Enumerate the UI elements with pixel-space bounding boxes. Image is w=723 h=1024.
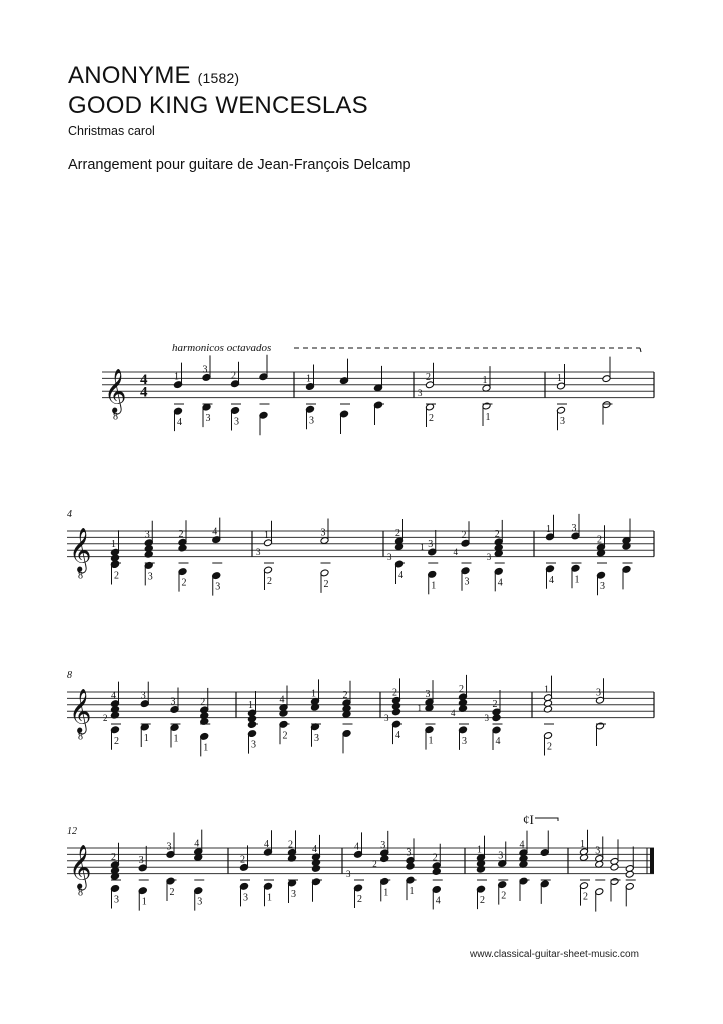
fingering-number: 3 bbox=[346, 869, 351, 880]
fingering-number: 2 bbox=[583, 891, 588, 903]
measure-9 bbox=[247, 679, 352, 753]
fingering-number: 2 bbox=[429, 413, 434, 425]
staff-system-4 bbox=[67, 812, 654, 912]
fingering-number: 2 bbox=[426, 371, 431, 383]
fingering-number: 3 bbox=[498, 850, 504, 862]
composer-year: (1582) bbox=[197, 70, 240, 86]
fingering-number: 3 bbox=[425, 689, 431, 701]
fingering-number: 2 bbox=[114, 570, 119, 582]
fingering-number: 3 bbox=[428, 538, 434, 550]
fingering-number: 2 bbox=[342, 689, 348, 701]
fingering-number: 1 bbox=[143, 733, 149, 745]
note-head bbox=[279, 709, 288, 717]
measure-2 bbox=[305, 359, 384, 434]
fingering-number: 2 bbox=[492, 698, 498, 710]
fingering-number: 3 bbox=[291, 888, 296, 900]
fingering-number: 2 bbox=[597, 534, 602, 546]
fingering-number: 3 bbox=[380, 839, 386, 851]
fingering-number: 3 bbox=[600, 581, 605, 593]
fingering-number: 1 bbox=[546, 523, 551, 535]
fingering-number: 3 bbox=[144, 529, 150, 541]
fingering-number: 3 bbox=[418, 388, 423, 399]
arranger-credit: Arrangement pour guitare de Jean-François Delcamp bbox=[68, 157, 411, 173]
fingering-number: 2 bbox=[480, 895, 485, 907]
time-signature-bottom: 4 bbox=[140, 384, 148, 401]
fingering-number: 2 bbox=[432, 852, 438, 864]
note-head bbox=[380, 855, 389, 863]
measure-7 bbox=[545, 514, 632, 595]
fingering-number: 4 bbox=[398, 570, 403, 582]
fingering-number: 2 bbox=[357, 893, 362, 905]
fingering-number: 1 bbox=[174, 371, 179, 383]
fingering-number: 3 bbox=[251, 739, 256, 751]
fingering-number: 1 bbox=[428, 735, 434, 747]
fingering-number: 3 bbox=[215, 581, 221, 593]
octave-8-marker: 8 bbox=[78, 570, 83, 582]
fingering-number: 2 bbox=[231, 370, 236, 382]
fingering-number: 2 bbox=[200, 696, 206, 708]
fingering-number: 3 bbox=[560, 416, 565, 428]
fingering-number: 2 bbox=[494, 528, 500, 540]
fingering-number: 3 bbox=[320, 527, 326, 539]
fingering-number: 3 bbox=[170, 696, 176, 708]
fingering-number: 3 bbox=[595, 845, 601, 857]
fingering-number: 4 bbox=[177, 417, 182, 429]
fingering-number: 4 bbox=[354, 841, 359, 853]
fingering-number: 4 bbox=[453, 547, 458, 558]
score-systems bbox=[67, 342, 654, 912]
treble-clef-icon: 𝄞 bbox=[69, 690, 92, 733]
fingering-number: 2 bbox=[178, 529, 184, 541]
website-footer: www.classical-guitar-sheet-music.com bbox=[470, 949, 639, 960]
final-barline-thick bbox=[650, 848, 654, 874]
octave-8-marker: 8 bbox=[78, 887, 83, 899]
treble-clef-icon: 𝄞 bbox=[69, 846, 92, 889]
piece-subtitle: Christmas carol bbox=[68, 124, 155, 138]
measure-12 bbox=[110, 830, 204, 911]
fingering-number: 3 bbox=[243, 892, 248, 904]
measure-4 bbox=[556, 357, 612, 431]
fingering-number: 1 bbox=[203, 742, 209, 754]
fingering-number: 2 bbox=[282, 730, 288, 742]
fingering-number: 2 bbox=[240, 854, 245, 866]
treble-clef-icon: 𝄞 bbox=[69, 529, 92, 572]
fingering-number: 3 bbox=[114, 894, 119, 906]
note-head bbox=[391, 708, 400, 716]
fingering-number: 3 bbox=[138, 854, 144, 866]
fingering-number: 3 bbox=[309, 415, 314, 427]
direction-text bbox=[172, 342, 641, 354]
fingering-number: 4 bbox=[312, 843, 317, 855]
fingering-number: 3 bbox=[166, 841, 172, 853]
fingering-number: 1 bbox=[477, 844, 482, 856]
fingering-number: 1 bbox=[264, 529, 269, 541]
fingering-number: 1 bbox=[431, 580, 437, 592]
note-head bbox=[432, 868, 441, 876]
fingering-number: 3 bbox=[140, 690, 146, 702]
fingering-number: 2 bbox=[103, 713, 108, 724]
measure-13 bbox=[239, 830, 322, 906]
fingering-number: 1 bbox=[111, 539, 116, 551]
fingering-number: 4 bbox=[497, 577, 503, 589]
fingering-number: 4 bbox=[212, 526, 218, 538]
extension-end bbox=[640, 348, 641, 352]
fingering-number: 4 bbox=[451, 708, 456, 719]
fingering-number: 2 bbox=[267, 576, 272, 588]
fingering-number: 2 bbox=[169, 887, 175, 899]
fingering-number: 1 bbox=[141, 896, 147, 908]
fingering-number: 4 bbox=[435, 895, 441, 907]
fingering-number: 1 bbox=[306, 373, 311, 385]
fingering-number: 1 bbox=[580, 838, 585, 850]
fingering-number: 2 bbox=[501, 890, 507, 902]
fingering-number: 3 bbox=[147, 571, 153, 583]
time-signature-top: 4 bbox=[140, 371, 148, 388]
fingering-number: 3 bbox=[462, 735, 467, 747]
fingering-number: 2 bbox=[459, 683, 464, 695]
fingering-number: 2 bbox=[181, 577, 187, 589]
fingering-number: 3 bbox=[256, 547, 261, 558]
fingering-number: 3 bbox=[202, 364, 208, 376]
fingering-number: 4 bbox=[264, 839, 269, 851]
measure-15 bbox=[476, 831, 550, 910]
fingering-number: 4 bbox=[194, 838, 200, 850]
fingering-number: 1 bbox=[574, 574, 580, 586]
staff-system-1 bbox=[102, 342, 654, 435]
fingering-number: 3 bbox=[387, 552, 392, 563]
fingering-number: 2 bbox=[392, 687, 397, 699]
harmonics-direction: harmonicos octavados bbox=[172, 342, 272, 354]
note-head bbox=[247, 721, 256, 729]
measure-11 bbox=[543, 676, 606, 756]
measure-16 bbox=[579, 830, 635, 912]
measure-number: 12 bbox=[67, 826, 77, 837]
note-head bbox=[610, 863, 619, 871]
fingering-number: 1 bbox=[267, 892, 272, 904]
staff-system-3 bbox=[67, 670, 654, 756]
fingering-number: 2 bbox=[547, 741, 552, 753]
measure-8 bbox=[103, 682, 210, 757]
fingering-number: 1 bbox=[544, 684, 549, 696]
fingering-number: 1 bbox=[311, 688, 316, 700]
fingering-number: 3 bbox=[205, 413, 211, 425]
fingering-number: 3 bbox=[234, 416, 239, 428]
time-signature bbox=[140, 372, 148, 401]
fingering-number: 3 bbox=[486, 552, 492, 563]
measure-number: 8 bbox=[67, 670, 72, 681]
octave-8-marker: 8 bbox=[113, 411, 118, 423]
fingering-number: 2 bbox=[461, 530, 467, 542]
fingering-number: 1 bbox=[173, 733, 179, 745]
fingering-number: 4 bbox=[549, 574, 554, 586]
note-head bbox=[476, 865, 485, 873]
fingering-number: 1 bbox=[248, 699, 253, 711]
measure-1 bbox=[173, 355, 269, 436]
note-head bbox=[406, 862, 415, 870]
staff-system-2 bbox=[67, 509, 654, 596]
note-head bbox=[625, 870, 634, 878]
fingering-number: 3 bbox=[314, 732, 319, 744]
half-barre-indicator bbox=[523, 812, 558, 827]
fingering-number: 3 bbox=[384, 713, 389, 724]
fingering-number: 1 bbox=[482, 375, 488, 387]
fingering-number: 1 bbox=[557, 372, 562, 384]
fingering-number: 3 bbox=[571, 522, 577, 534]
measure-number: 4 bbox=[67, 509, 72, 520]
fingering-number: 2 bbox=[372, 859, 377, 870]
fingering-number: 2 bbox=[114, 735, 119, 747]
fingering-number: 3 bbox=[464, 576, 470, 588]
fingering-number: 3 bbox=[406, 847, 412, 859]
treble-clef-icon: 𝄞 bbox=[104, 370, 127, 413]
fingering-number: 1 bbox=[383, 887, 389, 899]
fingering-number: 3 bbox=[596, 687, 601, 699]
measure-14 bbox=[346, 831, 443, 910]
fingering-number: 3 bbox=[484, 713, 489, 724]
fingering-number: 2 bbox=[288, 839, 293, 851]
fingering-number: 4 bbox=[495, 736, 501, 748]
fingering-number: 1 bbox=[417, 703, 422, 714]
measure-10 bbox=[384, 675, 503, 750]
note-head bbox=[178, 544, 187, 552]
fingering-number: 2 bbox=[395, 527, 400, 539]
fingering-number: 2 bbox=[111, 851, 116, 863]
piece-title: GOOD KING WENCESLAS bbox=[68, 92, 368, 119]
fingering-number: 4 bbox=[519, 839, 525, 851]
fingering-number: 4 bbox=[279, 694, 285, 706]
fingering-number: 1 bbox=[420, 542, 425, 553]
octave-8-marker: 8 bbox=[78, 731, 83, 743]
fingering-number: 1 bbox=[409, 886, 415, 898]
fingering-number: 4 bbox=[395, 730, 400, 742]
note-head bbox=[543, 705, 552, 713]
half-barre-label: ¢I bbox=[523, 812, 534, 827]
note-head bbox=[311, 864, 320, 872]
measure-5 bbox=[256, 519, 331, 593]
fingering-number: 4 bbox=[111, 690, 116, 702]
composer-name: ANONYME bbox=[68, 62, 191, 89]
fingering-number: 2 bbox=[323, 578, 329, 590]
fingering-number: 1 bbox=[485, 412, 491, 424]
note-head bbox=[492, 714, 501, 722]
barre-bracket bbox=[535, 818, 558, 821]
fingering-number: 3 bbox=[197, 896, 203, 908]
